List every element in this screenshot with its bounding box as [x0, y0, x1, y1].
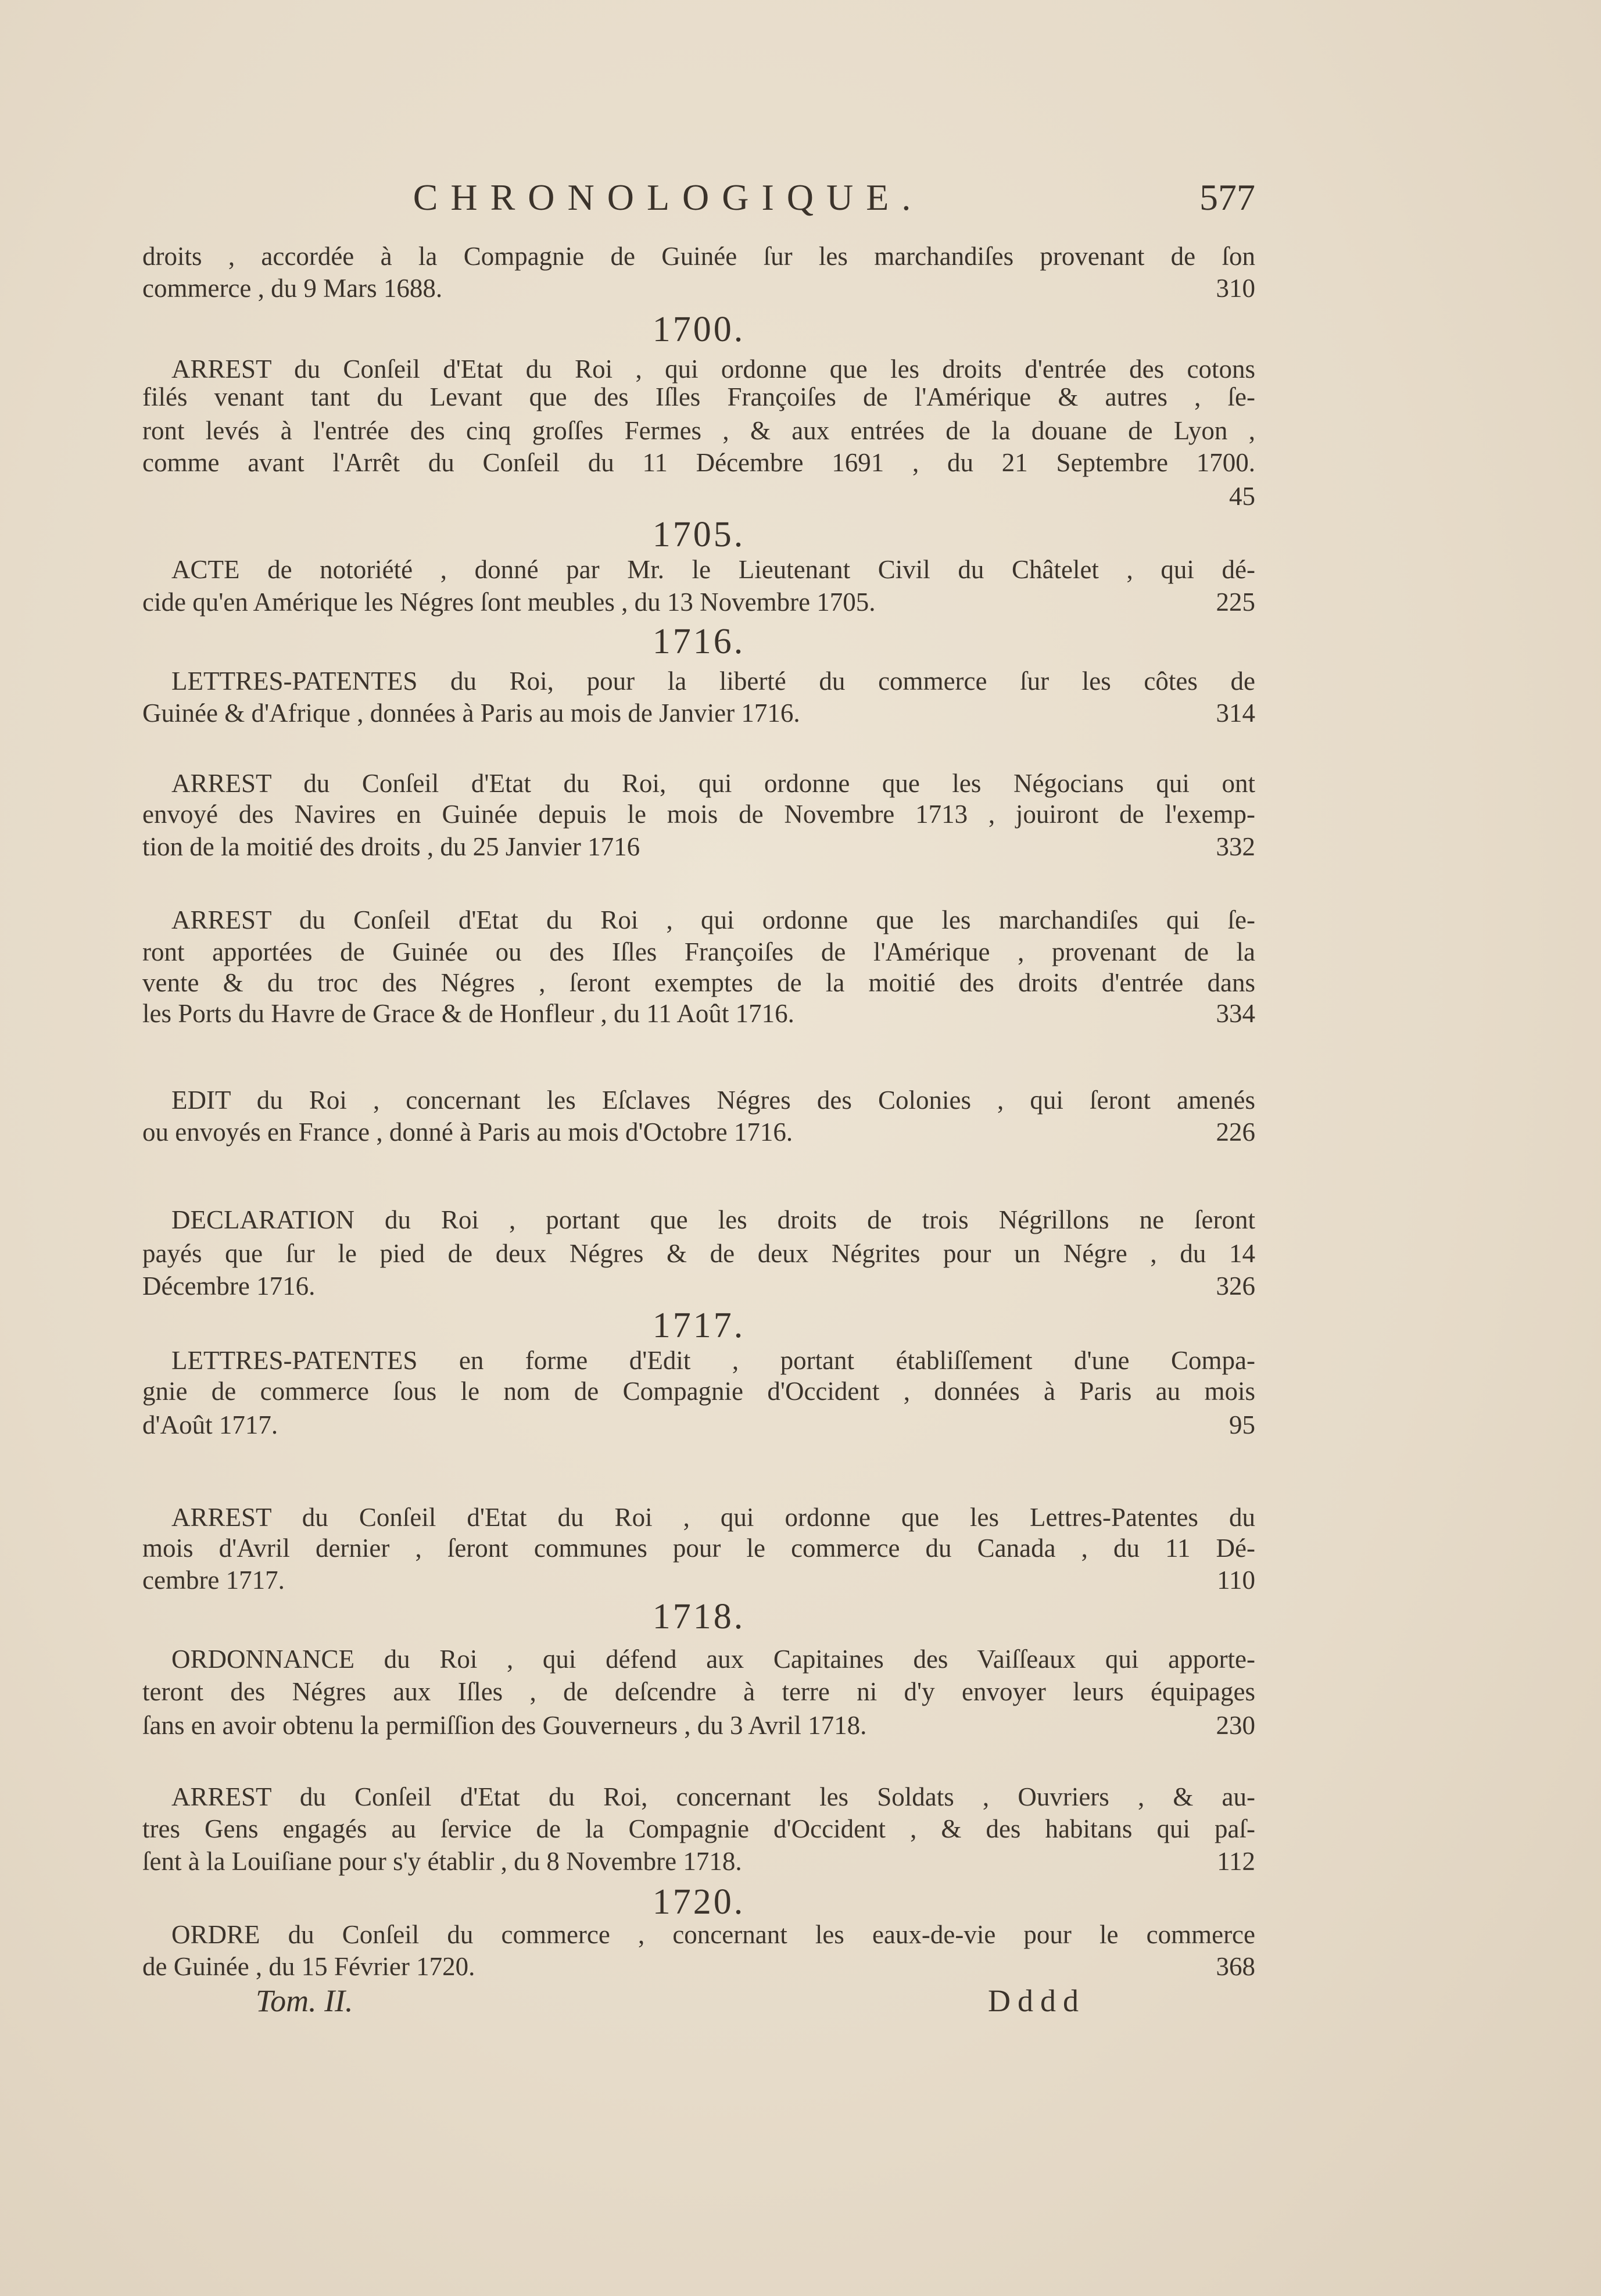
entry-line: [142, 271, 1255, 306]
footer-signature: Dddd: [988, 1983, 1086, 2018]
entry-line: mois d'Avril dernier , ſeront communes pour le commerce du Canada , du 11 Dé-: [142, 1534, 1255, 1563]
entry-line: [142, 829, 1255, 864]
entry-line: [142, 1269, 1255, 1303]
entry-text: de Guinée , du 15 Février 1720.: [142, 1952, 475, 1981]
year-heading: 1705.: [652, 515, 746, 554]
page-reference: 226: [1216, 1117, 1255, 1147]
entry-line: vente & du troc des Négres , ſeront exemptes de la moitié des droits d'entrée dans: [142, 968, 1255, 997]
page-reference: 225: [1216, 588, 1255, 617]
page-reference: 112: [1217, 1847, 1255, 1876]
entry-line: ARREST du Conſeil d'Etat du Roi , qui ordonne que les droits d'entrée des cotons: [171, 354, 1255, 384]
entry-line: [142, 1115, 1255, 1149]
page-reference: 368: [1216, 1952, 1255, 1981]
year-heading: 1700.: [652, 310, 746, 349]
entry-text: cide qu'en Amérique les Négres ſont meubles , du 13 Novembre 1705.: [142, 588, 876, 617]
page-reference: 314: [1216, 699, 1255, 728]
entry-line: ARREST du Conſeil d'Etat du Roi , qui ordonne que les marchandiſes qui ſe-: [171, 905, 1255, 934]
entry-line: envoyé des Navires en Guinée depuis le mois de Novembre 1713 , jouiront de l'exemp-: [142, 800, 1255, 829]
entry-line: ARREST du Conſeil d'Etat du Roi, concernant les Soldats , Ouvriers , & au-: [171, 1782, 1255, 1811]
page-reference: 326: [1216, 1271, 1255, 1301]
entry-line: [142, 696, 1255, 730]
entry-line: payés que ſur le pied de deux Négres & de deux Négrites pour un Négre , du 14: [142, 1239, 1255, 1268]
entry-line: comme avant l'Arrêt du Conſeil du 11 Décembre 1691 , du 21 Septembre 1700.: [142, 448, 1255, 477]
entry-line: teront des Négres aux Iſles , de deſcendre à terre ni d'y envoyer leurs équipages: [142, 1677, 1255, 1706]
year-heading: 1720.: [652, 1882, 746, 1922]
entry-line: droits , accordée à la Compagnie de Guinée ſur les marchandiſes provenant de ſon: [142, 242, 1255, 271]
page-reference: 95: [1229, 1410, 1255, 1439]
entry-line: LETTRES-PATENTES en forme d'Edit , portant établiſſement d'une Compa-: [171, 1346, 1255, 1375]
entry-line: [142, 1407, 1255, 1442]
page-reference: 310: [1216, 274, 1255, 303]
entry-line: filés venant tant du Levant que des Iſles Françoiſes de l'Amérique & autres , ſe-: [142, 382, 1255, 411]
entry-line: ARREST du Conſeil d'Etat du Roi , qui ordonne que les Lettres-Patentes du: [171, 1503, 1255, 1532]
entry-text: ſent à la Louiſiane pour s'y établir , du 8 Novembre 1718.: [142, 1847, 742, 1876]
entry-text: ou envoyés en France , donné à Paris au mois d'Octobre 1716.: [142, 1117, 793, 1147]
entry-line: ARREST du Conſeil d'Etat du Roi, qui ordonne que les Négocians qui ont: [171, 769, 1255, 798]
page-number: 577: [1199, 177, 1255, 218]
entry-text: cembre 1717.: [142, 1566, 285, 1595]
entry-line: ORDONNANCE du Roi , qui défend aux Capitaines des Vaiſſeaux qui apporte-: [171, 1645, 1255, 1674]
entry-line: ORDRE du Conſeil du commerce , concernant les eaux-de-vie pour le commerce: [171, 1920, 1255, 1949]
entry-line: ront apportées de Guinée ou des Iſles Françoiſes de l'Amérique , provenant de la: [142, 937, 1255, 966]
page-reference: 110: [1217, 1566, 1255, 1595]
year-heading: 1716.: [652, 622, 746, 661]
entry-text: les Ports du Havre de Grace & de Honfleur , du 11 Août 1716.: [142, 999, 794, 1028]
entry-text: commerce , du 9 Mars 1688.: [142, 274, 443, 303]
entry-line: ACTE de notoriété , donné par Mr. le Lieutenant Civil du Châtelet , qui dé-: [171, 555, 1255, 584]
page-reference: 334: [1216, 999, 1255, 1028]
entry-line: tres Gens engagés au ſervice de la Compagnie d'Occident , & des habitans qui paſ-: [142, 1814, 1255, 1843]
entry-line: [142, 585, 1255, 619]
footer-volume: Tom. II.: [256, 1983, 353, 2018]
entry-line: gnie de commerce ſous le nom de Compagnie d'Occident , données à Paris au mois: [142, 1377, 1255, 1406]
entry-line: [142, 1844, 1255, 1879]
entry-text: d'Août 1717.: [142, 1410, 278, 1439]
running-title: CHRONOLOGIQUE.: [413, 177, 924, 218]
entry-text: Guinée & d'Afrique , données à Paris au mois de Janvier 1716.: [142, 699, 800, 728]
entry-line: DECLARATION du Roi , portant que les droits de trois Négrillons ne ſeront: [171, 1205, 1255, 1234]
page-reference: 45: [1229, 482, 1255, 511]
page-reference: 230: [1216, 1711, 1255, 1740]
year-heading: 1717.: [652, 1306, 746, 1345]
entry-line: LETTRES-PATENTES du Roi, pour la liberté du commerce ſur les côtes de: [171, 667, 1255, 696]
entry-line: ront levés à l'entrée des cinq groſſes Fermes , & aux entrées de la douane de Lyon ,: [142, 416, 1255, 445]
entry-text: Décembre 1716.: [142, 1271, 316, 1301]
page-reference: 332: [1216, 832, 1255, 861]
entry-text: tion de la moitié des droits , du 25 Janvier 1716: [142, 832, 640, 861]
entry-line: [142, 1949, 1255, 1984]
year-heading: 1718.: [652, 1597, 746, 1636]
entry-line: [142, 1708, 1255, 1743]
entry-line: [142, 996, 1255, 1031]
entry-text: ſans en avoir obtenu la permiſſion des Gouverneurs , du 3 Avril 1718.: [142, 1711, 867, 1740]
entry-line: [142, 1563, 1255, 1597]
entry-line: EDIT du Roi , concernant les Eſclaves Négres des Colonies , qui ſeront amenés: [171, 1086, 1255, 1115]
